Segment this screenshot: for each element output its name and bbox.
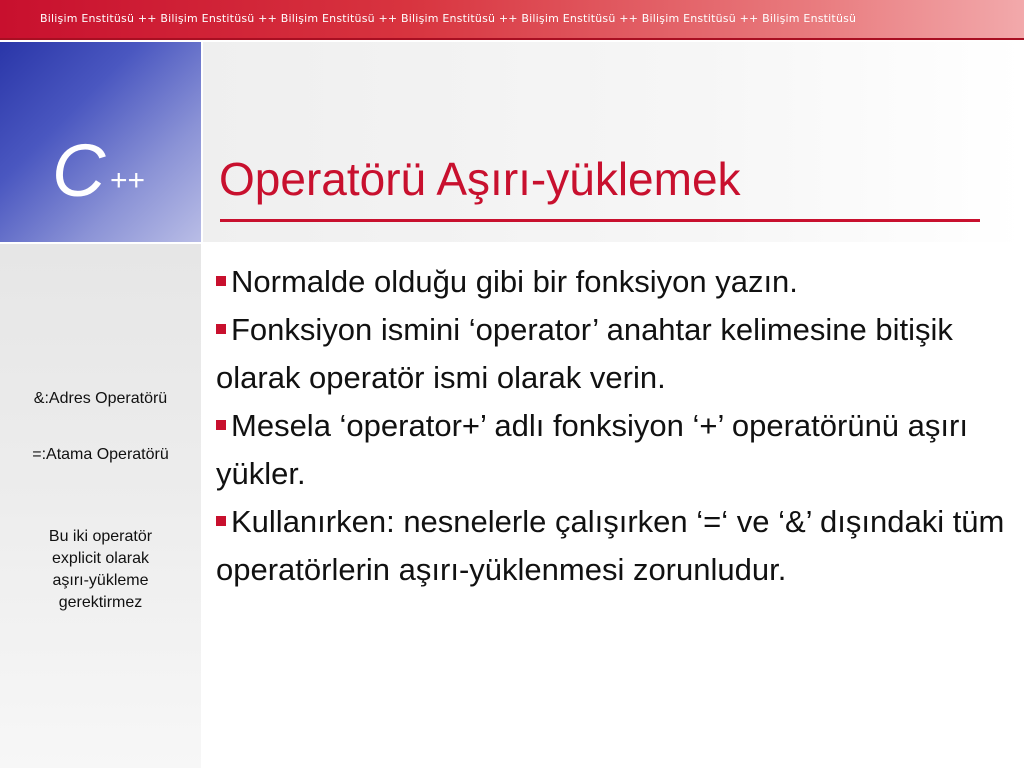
title-band [203,42,1024,242]
bullet-list [216,258,1006,594]
banner-text: Bilişim Enstitüsü ++ Bilişim Enstitüsü ++ Bilişim Enstitüsü ++ Bilişim Enstitüsü ++ Bilişim Enstitüsü ++ Bilişim Enstitüsü ++ Bilişim Enstitüsü [40,12,857,25]
square-bullet-icon [216,516,226,526]
logo-plus: ++ [110,164,146,197]
cpp-logo [0,42,201,242]
square-bullet-icon [216,420,226,430]
logo-letter: C [52,129,106,212]
slide-title: Operatörü Aşırı-yüklemek [219,153,741,205]
bullet-text: Fonksiyon ismini ‘operator’ anahtar kelimesine bitişik olarak operatör ismi olarak verin. [216,312,953,395]
sidebar-panel [0,244,201,768]
bullet-text: Mesela ‘operator+’ adlı fonksiyon ‘+’ operatörünü aşırı yükler. [216,408,968,491]
sidebar-note-line: Bu iki operatör [48,528,153,545]
bullet-text: Normalde olduğu gibi bir fonksiyon yazın. [231,264,798,299]
sidebar-note-line: gerektirmez [58,594,143,611]
square-bullet-icon [216,276,226,286]
square-bullet-icon [216,324,226,334]
vertical-divider [201,42,203,768]
sidebar-line-assignment-operator: =:Atama Operatörü [32,446,169,463]
sidebar-note-line: explicit olarak [52,550,149,567]
bullet-text: Kullanırken: nesnelerle çalışırken ‘=‘ ve ‘&’ dışındaki tüm operatörlerin aşırı-yüklenmesi zorunludur. [216,504,1005,587]
sidebar-note [0,526,201,614]
bullet-item [216,402,1006,498]
bullet-item [216,258,1006,306]
title-underline [220,219,980,222]
header-banner [0,0,1024,40]
bullet-item [216,498,1006,594]
sidebar-line-address-operator: &:Adres Operatörü [33,390,168,407]
sidebar-note-line: aşırı-yükleme [52,572,149,589]
bullet-item [216,306,1006,402]
